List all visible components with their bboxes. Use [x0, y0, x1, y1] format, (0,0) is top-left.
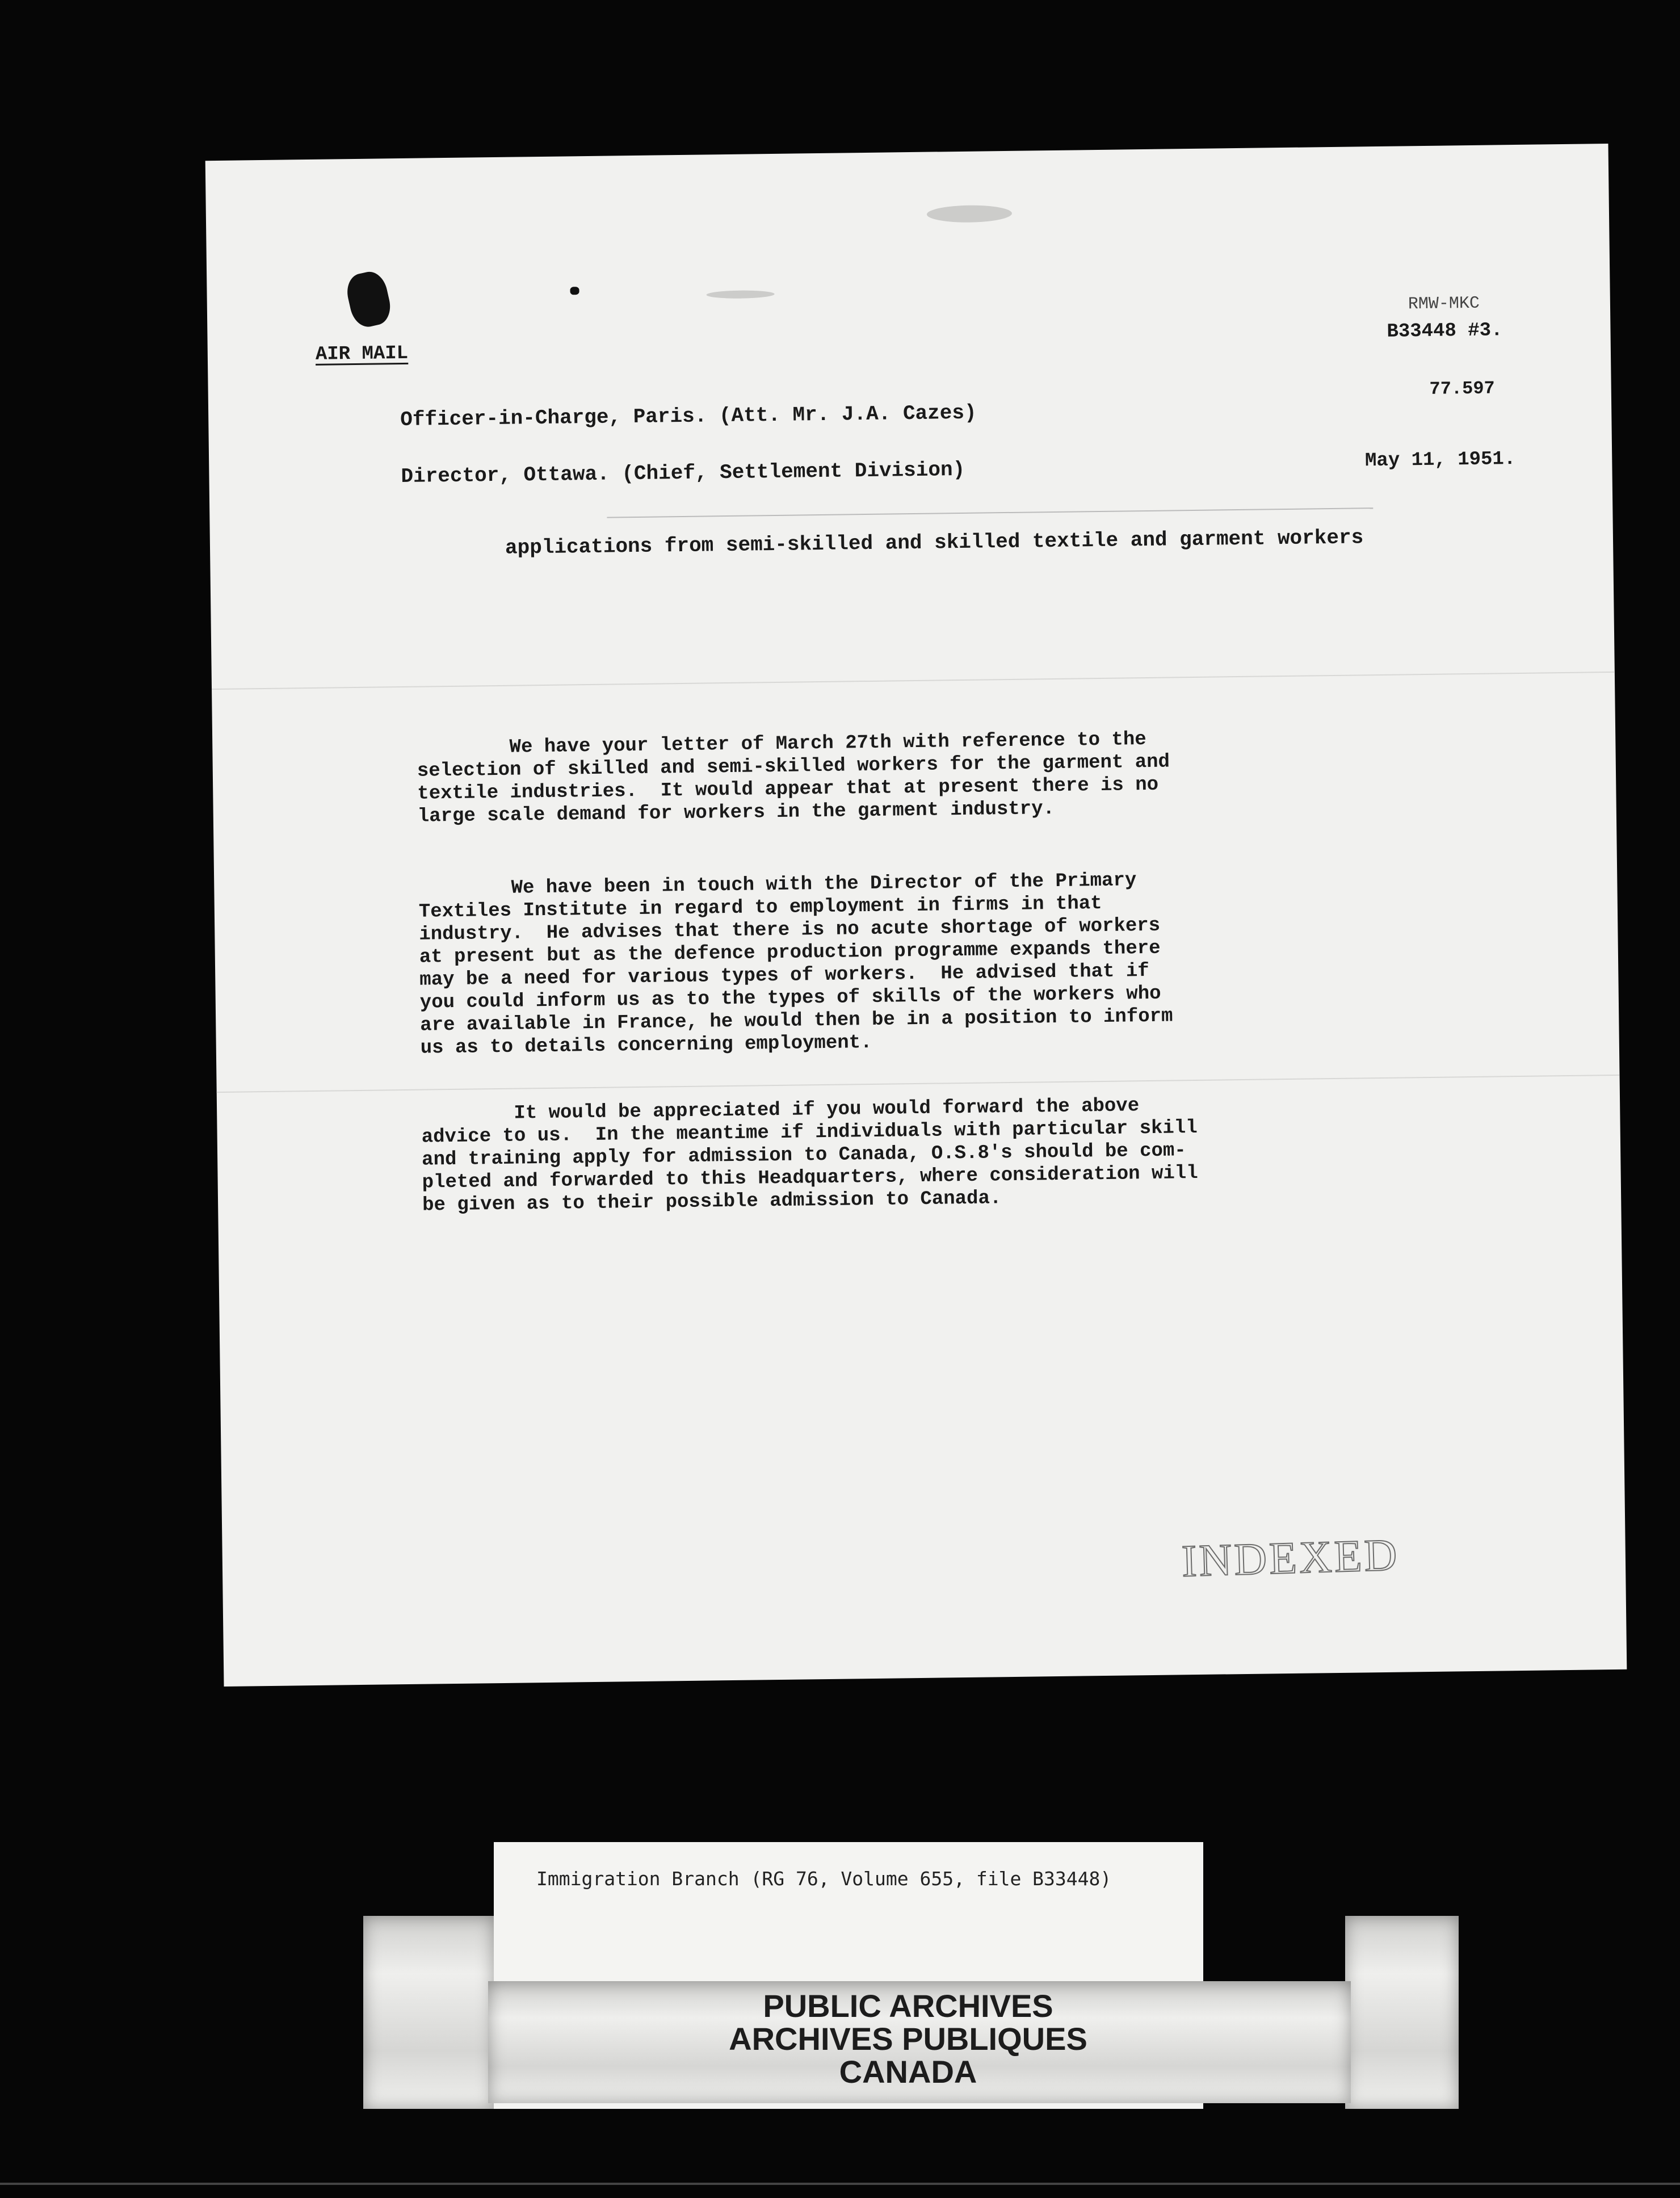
letter-page	[205, 144, 1627, 1687]
body-paragraph: We have your letter of March 27th with reference to the selection of skilled and semi-skilled workers for the garment and textile industries. It would appear that at present there is no large scale demand for workers in the garment industry.	[417, 729, 1170, 828]
indexed-stamp: INDEXED	[1181, 1530, 1400, 1587]
tape-strip	[363, 1916, 494, 2109]
reference-number: 77.597	[1429, 377, 1495, 400]
letter-date: May 11, 1951.	[1364, 448, 1516, 472]
body-paragraph: It would be appreciated if you would forward the above advice to us. In the meantime if individuals with particular skill and training apply for admission to Canada, O.S.8's should be com- pleted and forwarded to this Headquarters, where consideration will be given as to their possible admission to Canada.	[421, 1095, 1198, 1217]
recipient-line: Officer-in-Charge, Paris. (Att. Mr. J.A. Cazes)	[400, 401, 977, 432]
archives-stamp-line: PUBLIC ARCHIVES	[763, 1988, 1053, 2024]
public-archives-stamp	[624, 1990, 1192, 2088]
smudge	[927, 205, 1012, 223]
ink-speck	[570, 287, 579, 295]
fold-line	[212, 672, 1615, 690]
film-edge	[0, 2183, 1680, 2185]
body-paragraph: We have been in touch with the Director of the Primary Textiles Institute in regard to employment in firms in that industry. He advises that there is no acute shortage of workers at present but as the defence production programme expands there may be a need for various types of workers. He advised that if you could inform us as to the types of skills of the workers who are available in France, he would then be in a position to inform us as to details concerning employment.	[418, 870, 1173, 1059]
archives-stamp-line: ARCHIVES PUBLIQUES	[729, 2021, 1087, 2057]
archive-citation: Immigration Branch (RG 76, Volume 655, file B33448)	[536, 1868, 1112, 1890]
air-mail-heading: AIR MAIL	[315, 342, 409, 366]
file-reference: B33448 #3.	[1387, 320, 1503, 343]
reference-initials: RMW-MKC	[1408, 293, 1480, 314]
sender-line: Director, Ottawa. (Chief, Settlement Division)	[401, 458, 965, 489]
fold-line	[217, 1075, 1620, 1093]
subject-line: applications from semi-skilled and skilled textile and garment workers	[505, 526, 1364, 560]
ink-blot	[343, 269, 394, 330]
archives-stamp-line: CANADA	[839, 2054, 977, 2090]
tape-strip	[1345, 1916, 1459, 2109]
divider	[607, 507, 1373, 518]
smudge	[707, 290, 775, 299]
